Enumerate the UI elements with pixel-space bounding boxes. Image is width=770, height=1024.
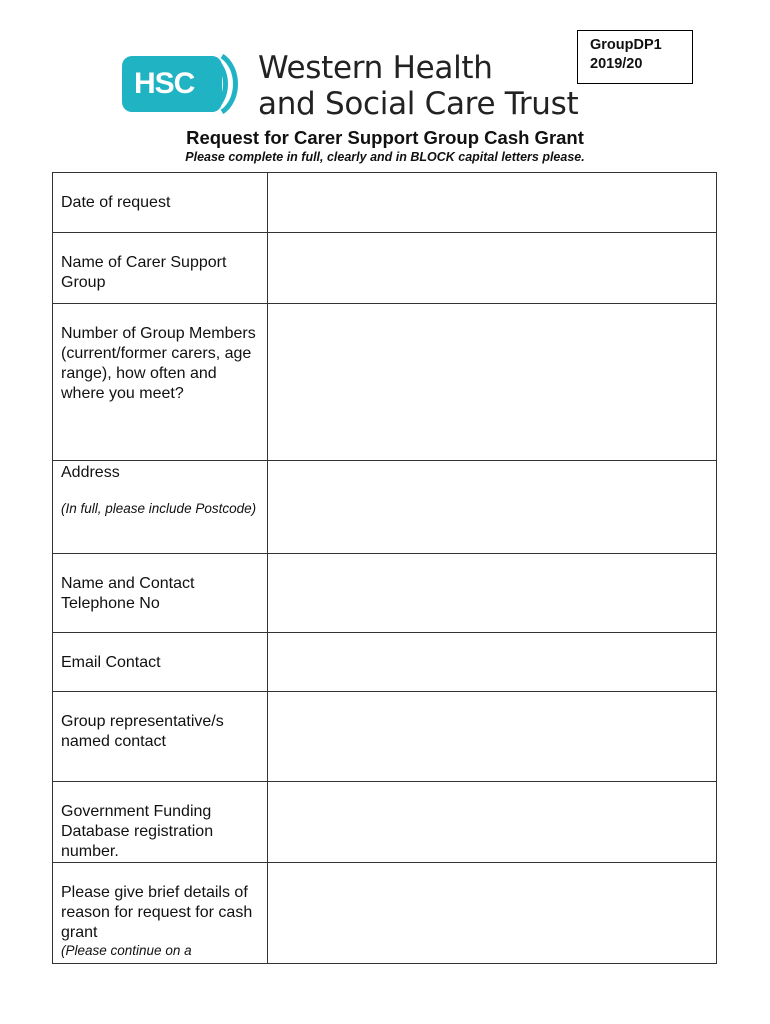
group-members-field[interactable]	[268, 304, 717, 461]
field-label: Number of Group Members (current/former carers, age range), how often and where you meet?	[53, 304, 268, 461]
field-note: (Please continue on a	[61, 943, 192, 958]
org-name-line1: Western Health	[258, 50, 493, 86]
org-name	[258, 50, 578, 122]
table-row	[53, 233, 717, 304]
field-label: Address (In full, please include Postcode)	[53, 461, 268, 554]
field-label: Group representative/s named contact	[53, 692, 268, 782]
table-row	[53, 173, 717, 233]
form-ref-year: 2019/20	[590, 56, 643, 72]
field-label: Name of Carer Support Group	[53, 233, 268, 304]
form-reference-box	[577, 30, 693, 84]
grant-reason-field[interactable]	[268, 863, 717, 964]
date-of-request-field[interactable]	[268, 173, 717, 233]
field-note: (In full, please include Postcode)	[61, 501, 257, 516]
contact-telephone-field[interactable]	[268, 554, 717, 633]
group-representative-field[interactable]	[268, 692, 717, 782]
request-form-table	[52, 172, 717, 964]
field-label: Date of request	[53, 173, 268, 233]
table-row	[53, 782, 717, 863]
field-label: Please give brief details of reason for request for cash grant (Please continue on a	[53, 863, 268, 964]
table-row	[53, 554, 717, 633]
address-field[interactable]	[268, 461, 717, 554]
trust-logo	[122, 50, 622, 120]
funding-registration-field[interactable]	[268, 782, 717, 863]
email-contact-field[interactable]	[268, 633, 717, 692]
org-name-line2: and Social Care Trust	[258, 86, 579, 122]
hsc-logo-mark	[122, 56, 222, 112]
swoosh-icon	[208, 54, 242, 114]
field-label: Email Contact	[53, 633, 268, 692]
page-subtitle: Please complete in full, clearly and in BLOCK capital letters please.	[185, 150, 585, 164]
table-row	[53, 863, 717, 964]
table-row	[53, 692, 717, 782]
group-name-field[interactable]	[268, 233, 717, 304]
table-row	[53, 304, 717, 461]
page-title: Request for Carer Support Group Cash Grant	[186, 127, 584, 148]
hsc-logo-text: HSC	[134, 67, 195, 100]
form-ref-code: GroupDP1	[590, 37, 662, 53]
table-row	[53, 633, 717, 692]
field-label: Name and Contact Telephone No	[53, 554, 268, 633]
field-label: Government Funding Database registration number.	[53, 782, 268, 863]
table-row	[53, 461, 717, 554]
